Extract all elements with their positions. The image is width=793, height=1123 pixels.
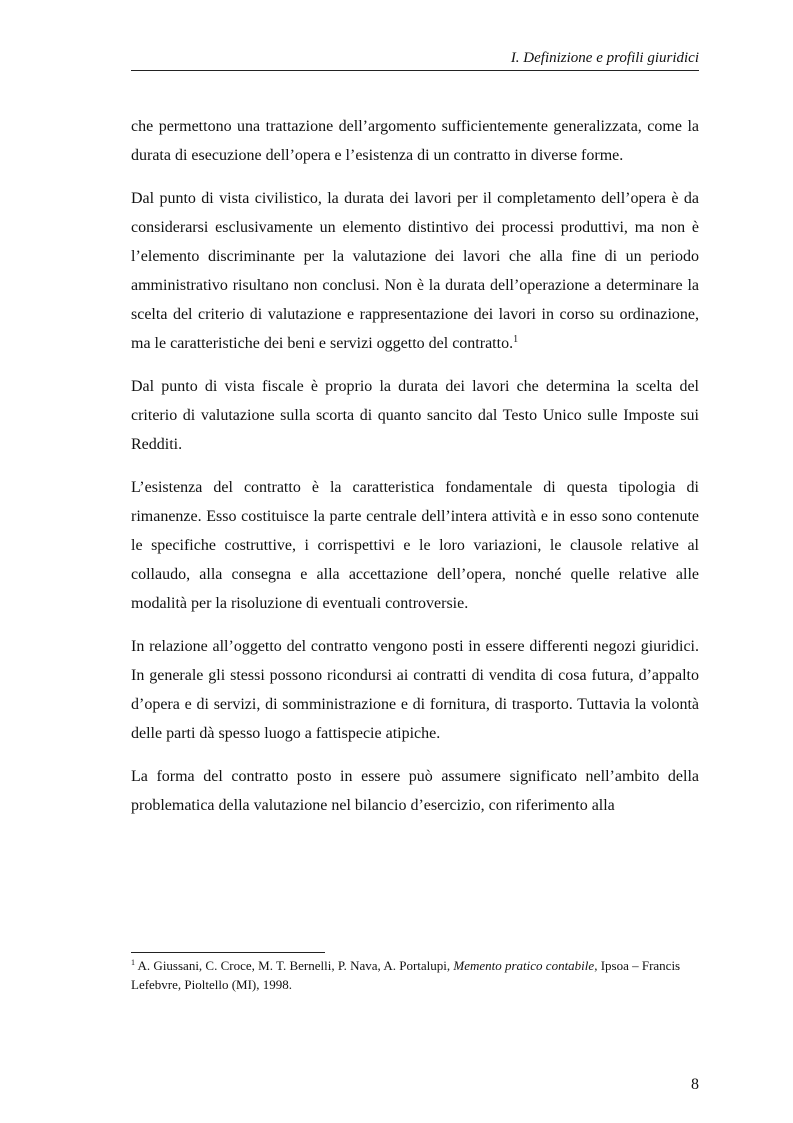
paragraph: In relazione all’oggetto del contratto vengono posti in essere differenti negozi giuridici. In generale gli stessi possono ricondursi ai contratti di vendita di cosa futura, d’appalto d’opera e di servizi, di somministrazione e di fornitura, di trasporto. Tuttavia la volontà delle parti dà spesso luogo a fattispecie atipiche. — [131, 638, 699, 742]
running-header: I. Definizione e profili giuridici — [510, 50, 699, 66]
footnote-rule — [131, 952, 325, 953]
header-rule — [131, 70, 699, 71]
paragraph: L’esistenza del contratto è la caratteristica fondamentale di questa tipologia di rimanenze. Esso costituisce la parte centrale dell’intera attività e in esso sono contenute le specifiche costruttive, i corrispettivi e le loro variazioni, le clausole relative al collaudo, alla consegna e alla accettazione dell’opera, nonché quelle relative alle modalità per la risoluzione di eventuali controversie. — [131, 479, 699, 612]
page-number: 8 — [691, 1076, 699, 1093]
footnote-number: 1 — [131, 958, 135, 967]
paragraph: La forma del contratto posto in essere può assumere significato nell’ambito della problematica della valutazione nel bilancio d’esercizio, con riferimento alla — [131, 768, 699, 814]
paragraph: che permettono una trattazione dell’argomento sufficientemente generalizzata, come la durata di esecuzione dell’opera e l’esistenza di un contratto in diverse forme. — [131, 118, 699, 164]
footnote-publisher: , Ipsoa – Francis Lefebvre, Pioltello (MI), 1998. — [131, 958, 681, 992]
paragraph — [131, 184, 699, 358]
paragraph-text: Dal punto di vista civilistico, la durata dei lavori per il completamento dell’opera è da considerarsi esclusivamente un elemento distintivo dei processi produttivi, ma non è l’elemento discriminante per la valutazione dei lavori che alla fine di un periodo amministrativo risultano non conclusi. Non è la durata dell’operazione a determinare la scelta del criterio di valutazione e rappresentazione dei lavori in corso su ordinazione, ma le caratteristiche dei beni e servizi oggetto del contratto. — [131, 190, 699, 352]
footnote-authors: A. Giussani, C. Croce, M. T. Bernelli, P. Nava, A. Portalupi, — [137, 958, 454, 973]
body-text — [131, 112, 699, 834]
paragraph: Dal punto di vista fiscale è proprio la durata dei lavori che determina la scelta del criterio di valutazione sulla scorta di quanto sancito dal Testo Unico sulle Imposte sui Redditi. — [131, 378, 699, 453]
footnote-reference[interactable]: 1 — [513, 334, 519, 345]
footnote — [131, 956, 699, 994]
footnote-title: Memento pratico contabile — [453, 958, 595, 973]
